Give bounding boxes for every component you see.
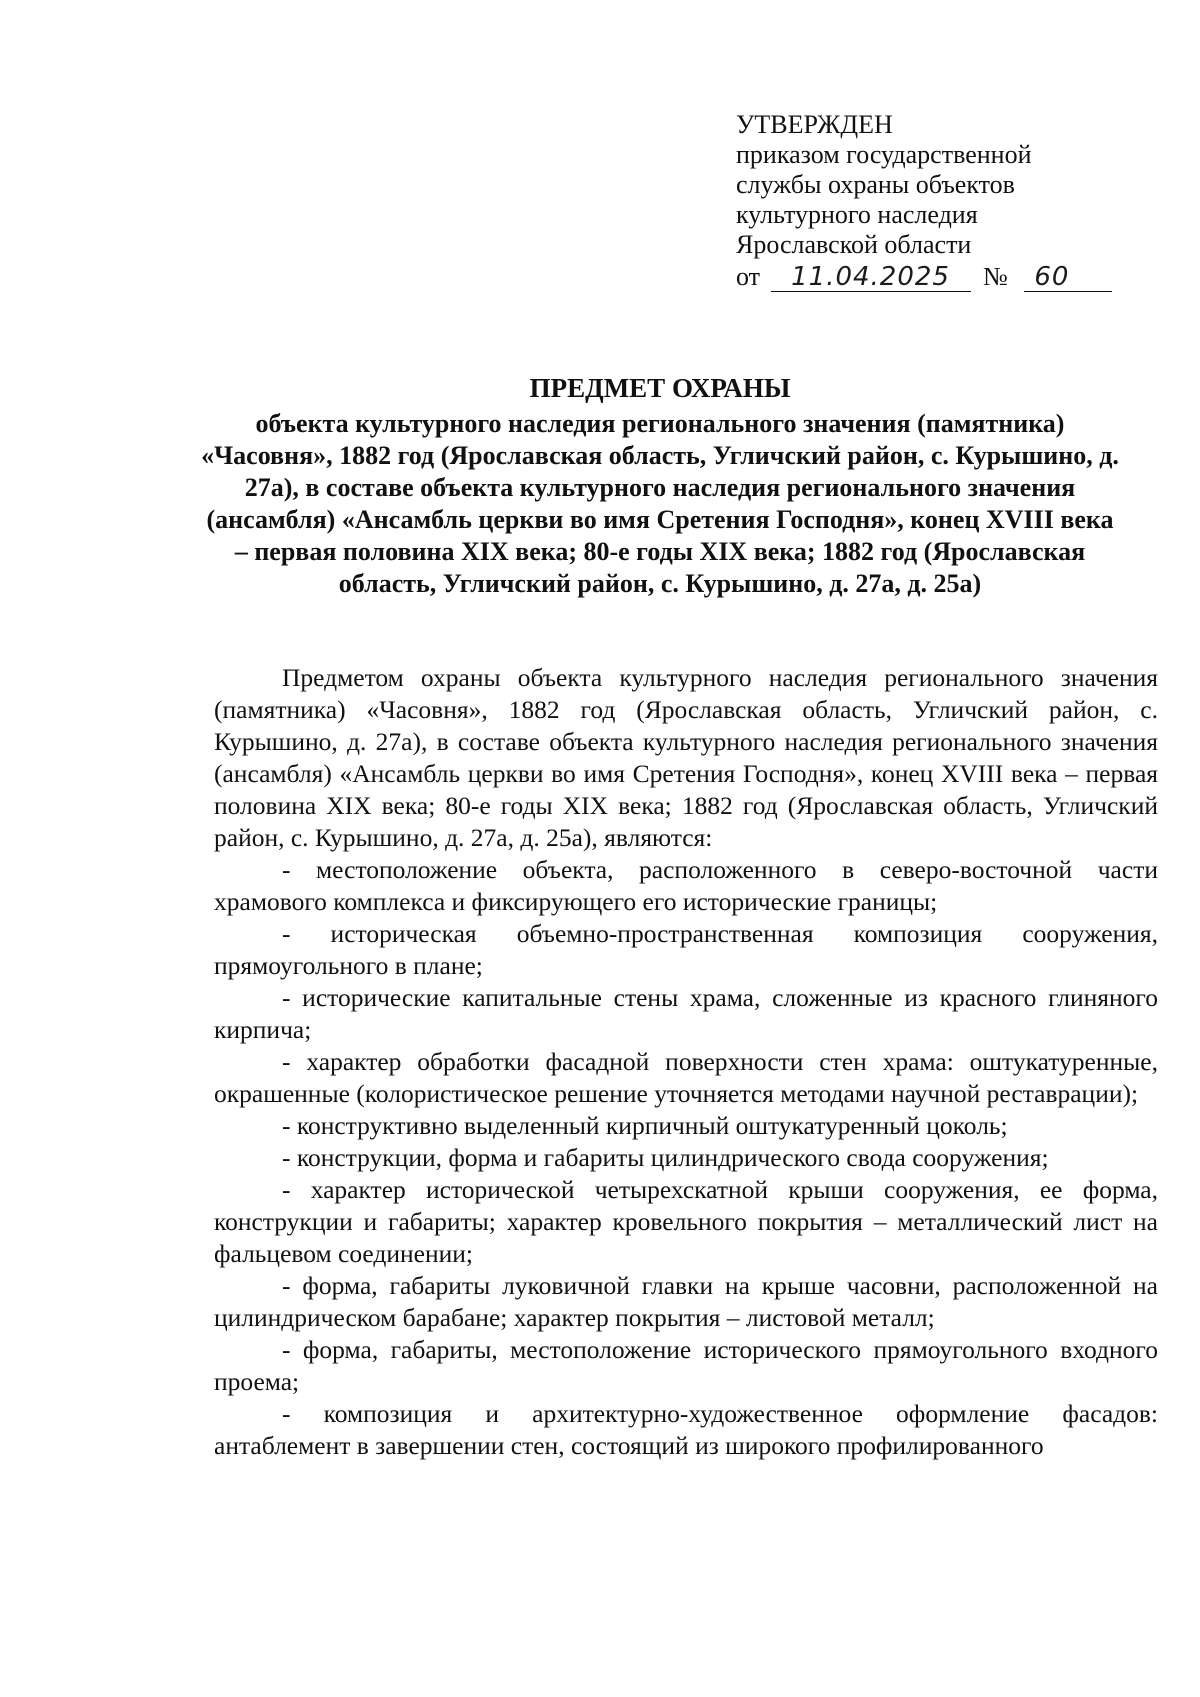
approval-stamp	[736, 110, 1156, 292]
list-item: - характер исторической четырехскатной крыши сооружения, ее форма, конструкции и габариты; характер кровельного покрытия – металлический лист на фальцевом соединении;	[214, 1175, 1158, 1268]
document-title: ПРЕДМЕТ ОХРАНЫ	[529, 373, 791, 403]
number-prefix: №	[983, 262, 1008, 291]
list-item: - форма, габариты, местоположение исторического прямоугольного входного проема;	[214, 1335, 1158, 1396]
handwritten-number: 60	[1024, 263, 1112, 292]
list-item: - исторические капитальные стены храма, сложенные из красного глиняного кирпича;	[214, 983, 1158, 1044]
document-body	[214, 662, 1158, 1462]
approval-date-line	[736, 262, 1156, 292]
document-subtitle: объекта культурного наследия регионального значения (памятника) «Часовня», 1882 год (Ярославская область, Угличский район, с. Курышино, д. 27а), в составе объекта культурного наследия регионального значения (ансамбля) «Ансамбль церкви во имя Сретения Господня», конец XVIII века – первая половина XIX века; 80-е годы XIX века; 1882 год (Ярославская область, Угличский район, с. Курышино, д. 27а, д. 25а)	[201, 409, 1119, 598]
list-item: - местоположение объекта, расположенного в северо-восточной части храмового комплекса и фиксирующего его исторические границы;	[214, 855, 1158, 916]
approval-heading: УТВЕРЖДЕН	[736, 110, 893, 139]
approval-line-2: службы охраны объектов	[736, 170, 1015, 199]
approval-line-4: Ярославской области	[736, 230, 972, 259]
list-item: - композиция и архитектурно-художественное оформление фасадов: антаблемент в завершении стен, состоящий из широкого профилированного	[214, 1399, 1158, 1460]
list-item: - конструкции, форма и габариты цилиндрического свода сооружения;	[282, 1143, 1049, 1172]
list-item: - форма, габариты луковичной главки на крыше часовни, расположенной на цилиндрическом барабане; характер покрытия – листовой металл;	[214, 1271, 1158, 1332]
list-item: - конструктивно выделенный кирпичный оштукатуренный цоколь;	[282, 1111, 1008, 1140]
date-prefix: от	[736, 262, 761, 291]
approval-line-1: приказом государственной	[736, 140, 1032, 169]
intro-paragraph: Предметом охраны объекта культурного наследия регионального значения (памятника) «Часовня», 1882 год (Ярославская область, Угличский район, с. Курышино, д. 27а), в составе объекта культурного наследия регионального значения (ансамбля) «Ансамбль церкви во имя Сретения Господня», конец XVIII века – первая половина XIX века; 80-е годы XIX века; 1882 год (Ярославская область, Угличский район, с. Курышино, д. 27а, д. 25а), являются:	[214, 663, 1158, 852]
handwritten-date: 11.04.2025	[771, 263, 971, 292]
list-item: - характер обработки фасадной поверхности стен храма: оштукатуренные, окрашенные (колористическое решение уточняется методами научной реставрации);	[214, 1047, 1158, 1108]
document-heading	[200, 372, 1120, 600]
approval-line-3: культурного наследия	[736, 200, 978, 229]
list-item: - историческая объемно-пространственная композиция сооружения, прямоугольного в плане;	[214, 919, 1158, 980]
